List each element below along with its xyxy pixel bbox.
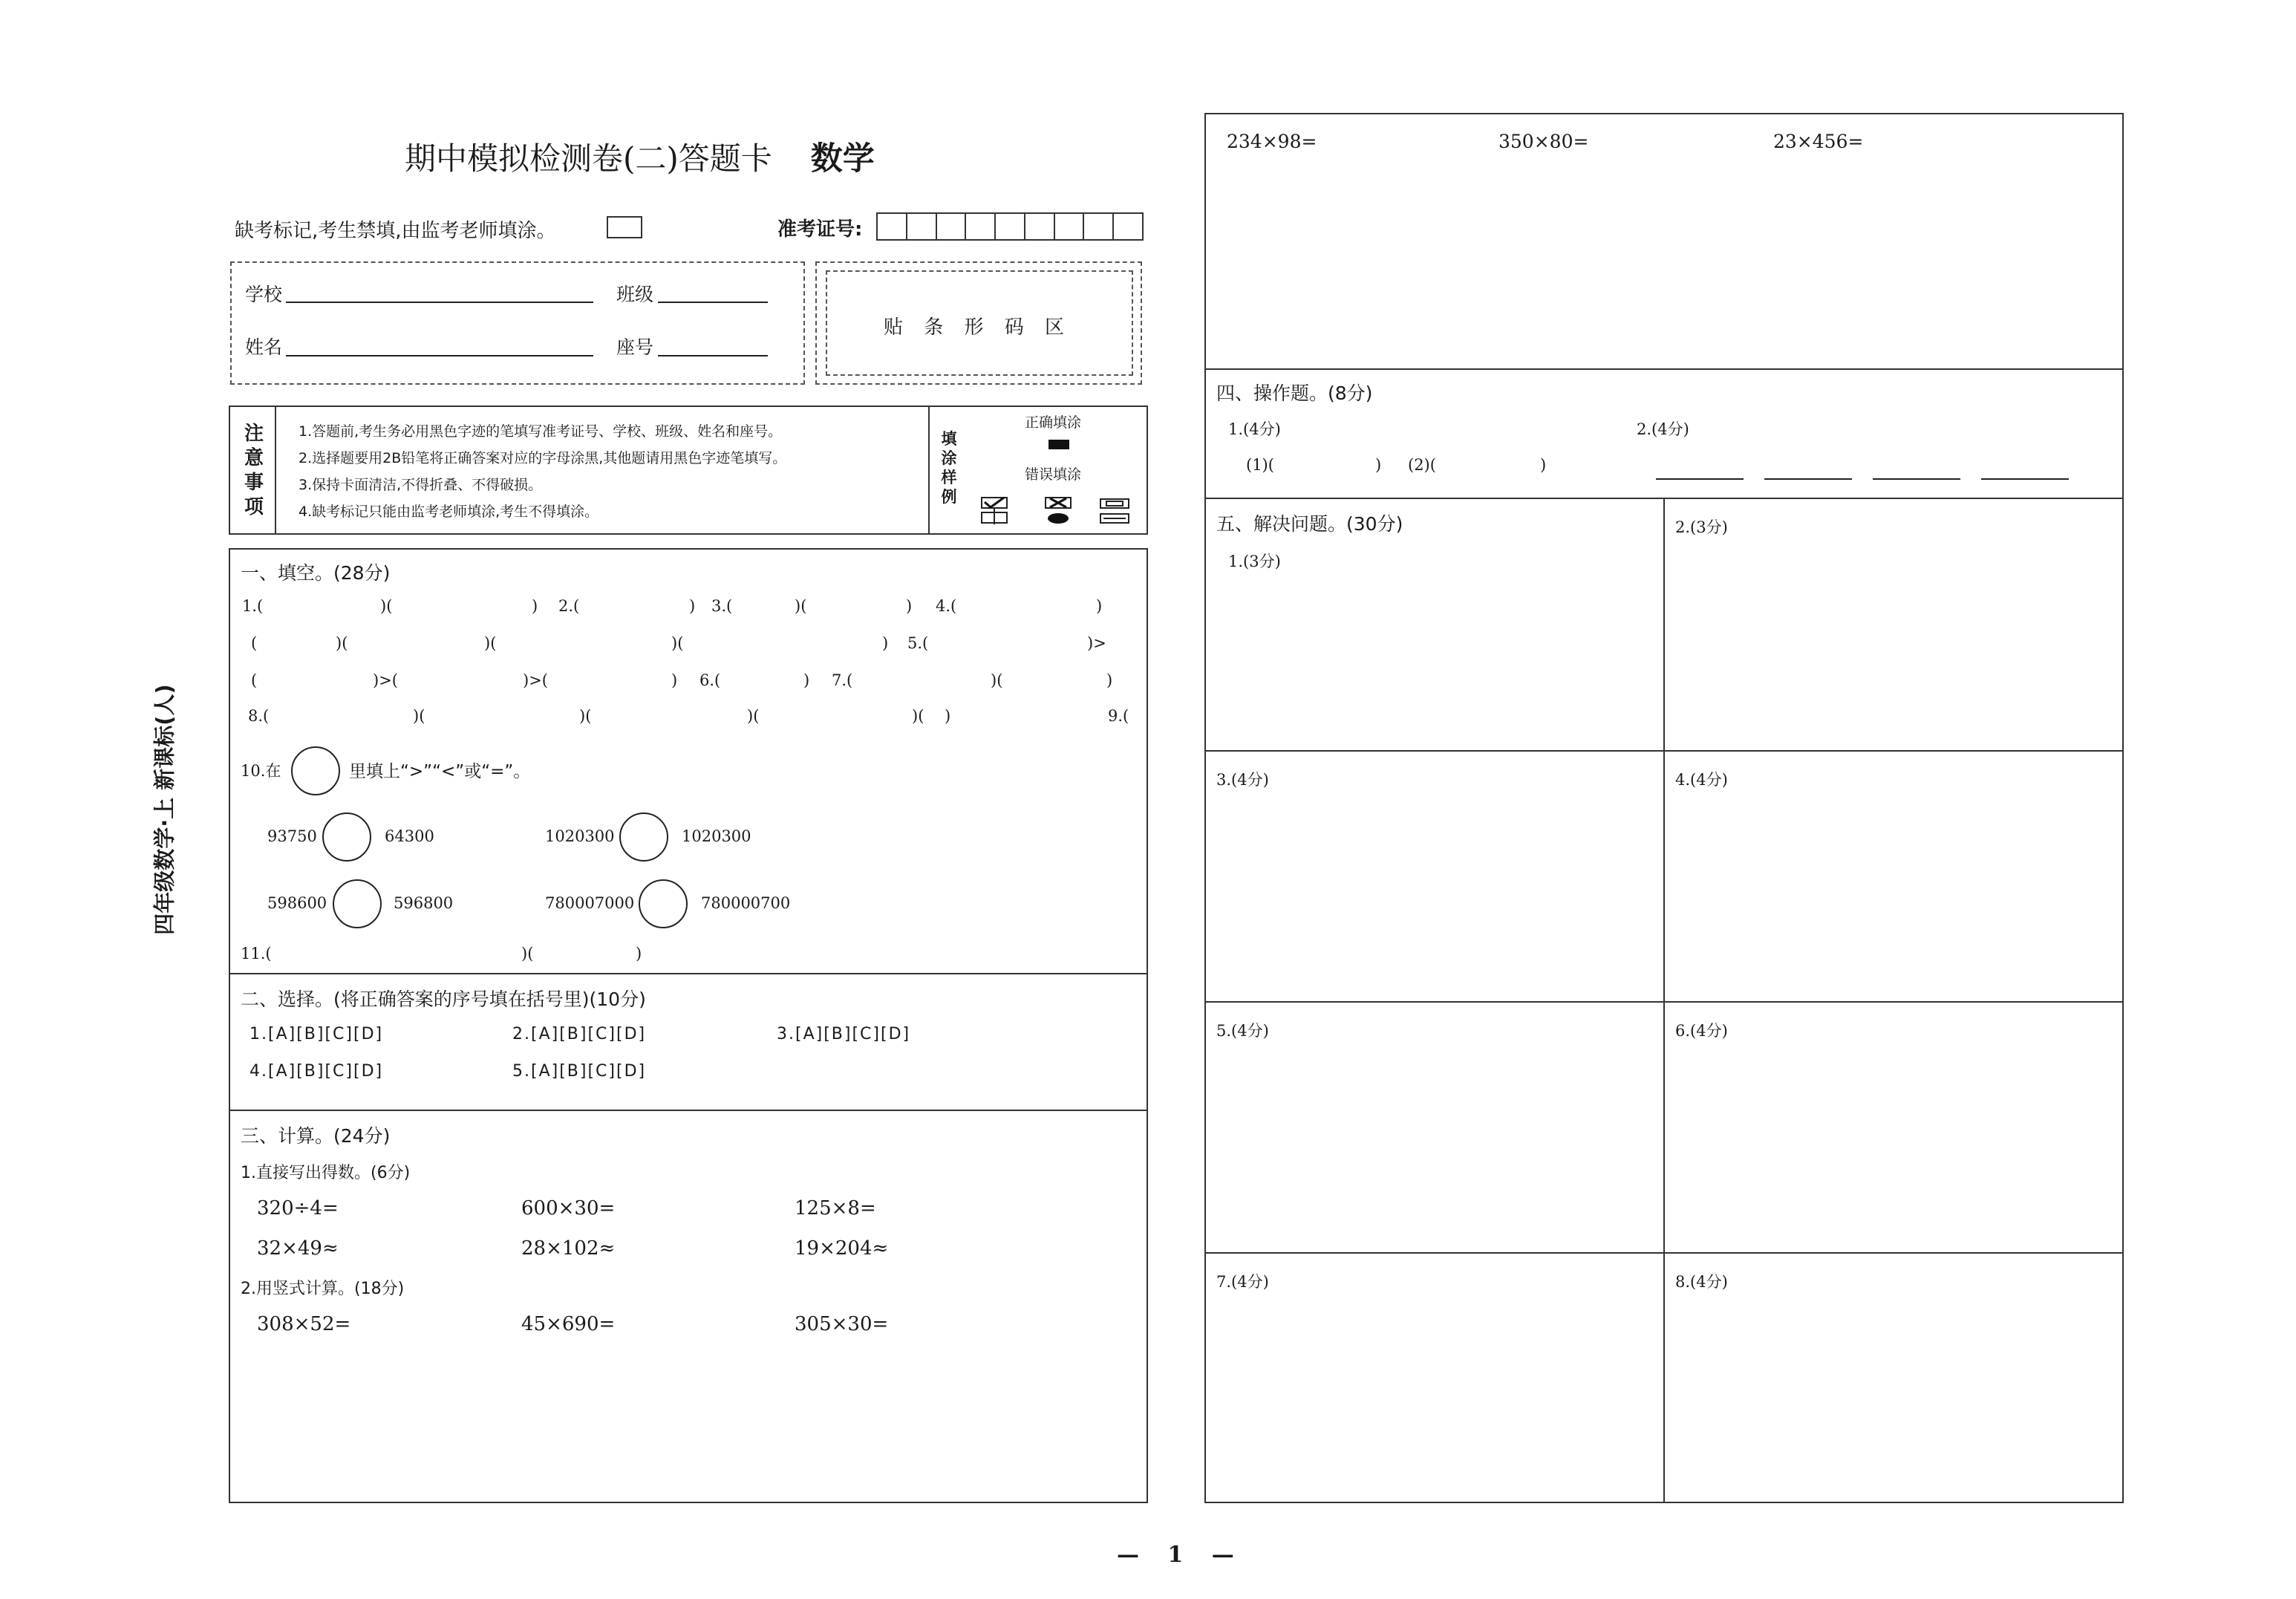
class-field[interactable]: [658, 302, 768, 303]
compare-3-left: 598600: [267, 894, 327, 912]
s1-row1-a[interactable]: 1.(: [242, 597, 264, 615]
s1-row2-d[interactable]: )(: [671, 634, 684, 652]
school-field[interactable]: [286, 302, 593, 303]
correct-fill-mark: [1048, 440, 1069, 449]
section4-title: 四、操作题。(8分): [1216, 382, 1373, 404]
absent-note: 缺考标记,考生禁填,由监考老师填涂。: [235, 220, 556, 242]
section2-title: 二、选择。(将正确答案的序号填在括号里)(10分): [241, 989, 646, 1010]
compare-2-circle[interactable]: [619, 812, 668, 862]
page-title: 期中模拟检测卷(二)答题卡 数学: [405, 140, 875, 178]
notice-item-4: 4.缺考标记只能由监考老师填涂,考生不得填涂。: [299, 504, 599, 520]
s1-row1-i[interactable]: 4.(: [936, 597, 957, 615]
compare-4-circle[interactable]: [639, 879, 688, 928]
s1-row4-e[interactable]: )(: [912, 707, 924, 725]
right-vertical-3: 23×456=: [1773, 131, 1864, 152]
s1-row1-j[interactable]: ): [1096, 597, 1103, 615]
s1-row1-b[interactable]: )(: [380, 597, 393, 615]
s4-q1-part1-open[interactable]: (1)(: [1246, 456, 1274, 474]
student-info-box: [230, 261, 805, 385]
q11-b[interactable]: )(: [521, 945, 534, 963]
side-label: 四年级数学·上 新课标(人): [151, 684, 177, 935]
s4-q1-part1-close[interactable]: ): [1375, 456, 1382, 474]
s1-row3-e[interactable]: 6.(: [699, 671, 721, 689]
s1-row2-e[interactable]: ): [882, 634, 889, 652]
q11-a[interactable]: 11.(: [241, 945, 272, 963]
class-label: 班级: [616, 284, 654, 305]
s1-row3-g[interactable]: 7.(: [832, 671, 853, 689]
notice-item-3: 3.保持卡面清洁,不得折叠、不得破损。: [299, 477, 543, 493]
compare-2-left: 1020300: [545, 827, 615, 845]
direct-4: 32×49≈: [257, 1237, 339, 1260]
s5-q6-label: 6.(4分): [1675, 1022, 1728, 1040]
q11-c[interactable]: ): [636, 945, 642, 963]
compare-1-right: 64300: [385, 827, 434, 845]
s1-row4-g[interactable]: 9.(: [1108, 707, 1129, 725]
s1-row2-b[interactable]: )(: [336, 634, 348, 652]
s4-q2-blank-4[interactable]: [1981, 478, 2069, 480]
compare-1-circle[interactable]: [322, 812, 371, 862]
direct-2: 600×30=: [521, 1197, 616, 1219]
s1-row3-i[interactable]: ): [1106, 671, 1113, 689]
direct-3: 125×8=: [795, 1197, 876, 1219]
wrong-fill-label: 错误填涂: [1025, 466, 1082, 483]
s5-q1-label: 1.(3分): [1228, 553, 1281, 570]
vertical-2: 45×690=: [521, 1313, 616, 1335]
s1-row4-a[interactable]: 8.(: [248, 707, 270, 725]
exam-id-label: 准考证号:: [777, 218, 863, 241]
absent-mark-box[interactable]: [607, 216, 642, 238]
s5-q4-label: 4.(4分): [1675, 771, 1728, 789]
s5-q8-label: 8.(4分): [1675, 1273, 1728, 1291]
q10-prefix: 10.在: [241, 762, 281, 780]
direct-6: 19×204≈: [795, 1237, 889, 1260]
school-label: 学校: [245, 284, 283, 305]
section3-sub2: 2.用竖式计算。(18分): [241, 1280, 405, 1298]
s4-q1-part2-open[interactable]: (2)(: [1408, 456, 1436, 474]
right-vertical-2: 350×80=: [1498, 131, 1589, 152]
s1-row1-g[interactable]: )(: [795, 597, 807, 615]
section3-sub1: 1.直接写出得数。(6分): [241, 1164, 411, 1182]
compare-3-circle[interactable]: [333, 879, 382, 928]
s1-row3-h[interactable]: )(: [991, 671, 1003, 689]
s1-row1-h[interactable]: ): [906, 597, 913, 615]
compare-1-left: 93750: [267, 827, 317, 845]
s1-row2-g[interactable]: )>: [1087, 634, 1106, 652]
name-label: 姓名: [245, 336, 283, 358]
s1-row4-f[interactable]: ): [945, 707, 951, 725]
wrong-fill-partial-icon: [1099, 496, 1132, 526]
compare-3-right: 596800: [394, 894, 454, 912]
wrong-fill-check-icon: [980, 496, 1008, 526]
s1-row1-f[interactable]: 3.(: [711, 597, 733, 615]
s5-q5-label: 5.(4分): [1216, 1022, 1269, 1040]
s1-row2-c[interactable]: )(: [484, 634, 497, 652]
s1-row3-b[interactable]: )>(: [373, 671, 398, 689]
s4-q2-blank-1[interactable]: [1656, 478, 1744, 480]
s1-row2-f[interactable]: 5.(: [907, 634, 929, 652]
compare-4-left: 780007000: [545, 894, 635, 912]
s1-row3-a[interactable]: (: [251, 671, 258, 689]
compare-4-right: 780000700: [701, 894, 791, 912]
s5-q3-label: 3.(4分): [1216, 771, 1269, 789]
exam-id-boxes[interactable]: [876, 212, 1144, 241]
name-field[interactable]: [286, 355, 593, 356]
section3-title: 三、计算。(24分): [241, 1125, 391, 1147]
choice-1[interactable]: 1.[A][B][C][D]: [250, 1025, 384, 1043]
s1-row1-d[interactable]: 2.(: [558, 597, 580, 615]
s1-row4-d[interactable]: )(: [747, 707, 760, 725]
s4-q1-label: 1.(4分): [1228, 420, 1281, 438]
s1-row3-d[interactable]: ): [671, 671, 678, 689]
q10-circle-icon: [291, 746, 340, 795]
choice-5[interactable]: 5.[A][B][C][D]: [512, 1062, 647, 1081]
wrong-fill-cross-icon: [1044, 496, 1072, 526]
seat-label: 座号: [616, 336, 654, 358]
right-vertical-1: 234×98=: [1227, 131, 1317, 152]
s4-q2-blank-3[interactable]: [1873, 478, 1960, 480]
page-number: — 1 —: [1117, 1542, 1245, 1568]
section1-title: 一、填空。(28分): [241, 562, 391, 584]
correct-fill-label: 正确填涂: [1025, 414, 1082, 431]
s1-row3-c[interactable]: )>(: [523, 671, 548, 689]
compare-2-right: 1020300: [682, 827, 751, 845]
notice-heading: 注 意 事 项: [244, 423, 264, 518]
s4-q2-label: 2.(4分): [1637, 420, 1689, 438]
s5-q2-label: 2.(3分): [1675, 518, 1728, 536]
barcode-label: 贴 条 形 码 区: [884, 316, 1072, 339]
seat-field[interactable]: [658, 355, 768, 356]
choice-4[interactable]: 4.[A][B][C][D]: [250, 1062, 384, 1081]
s1-row3-f[interactable]: ): [803, 671, 810, 689]
sample-label: 填 涂 样 例: [941, 430, 957, 506]
s1-row1-c[interactable]: ): [532, 597, 538, 615]
choice-2[interactable]: 2.[A][B][C][D]: [512, 1025, 647, 1043]
subject-label: 数学: [810, 140, 875, 178]
s1-row4-b[interactable]: )(: [413, 707, 425, 725]
vertical-3: 305×30=: [795, 1313, 889, 1335]
direct-5: 28×102≈: [521, 1237, 616, 1260]
notice-item-1: 1.答题前,考生务必用黑色字迹的笔填写准考证号、学校、班级、姓名和座号。: [299, 423, 783, 440]
direct-1: 320÷4=: [257, 1197, 339, 1219]
s5-q7-label: 7.(4分): [1216, 1273, 1269, 1291]
s4-q2-blank-2[interactable]: [1764, 478, 1852, 480]
s1-row4-c[interactable]: )(: [579, 707, 592, 725]
s1-row1-e[interactable]: ): [689, 597, 696, 615]
section5-title: 五、解决问题。(30分): [1216, 513, 1403, 535]
s1-row2-a[interactable]: (: [251, 634, 258, 652]
s4-q1-part2-close[interactable]: ): [1540, 456, 1547, 474]
notice-item-2: 2.选择题要用2B铅笔将正确答案对应的字母涂黑,其他题请用黑色字迹笔填写。: [299, 450, 787, 466]
choice-3[interactable]: 3.[A][B][C][D]: [777, 1025, 911, 1043]
vertical-1: 308×52=: [257, 1313, 351, 1335]
q10-suffix: 里填上“>”“<”或“=”。: [349, 762, 531, 781]
